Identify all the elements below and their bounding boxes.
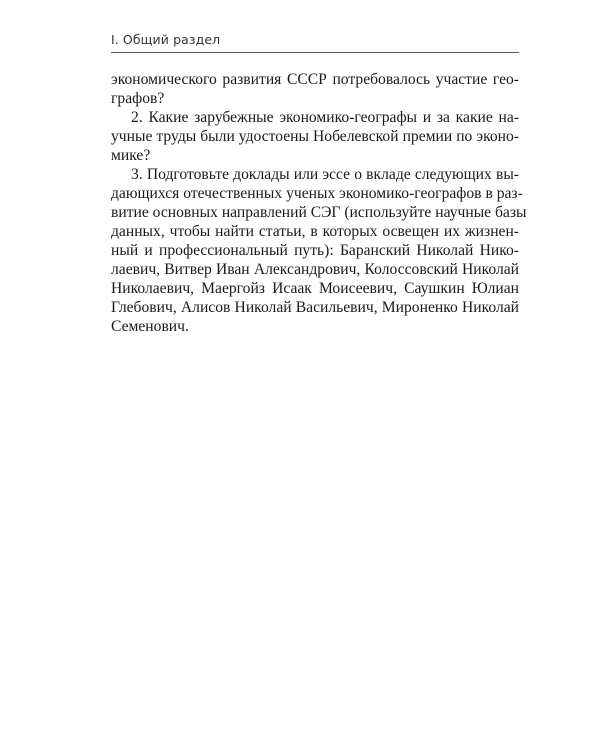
text-line: Николаевич, Маергойз Исаак Моисеевич, Саушкин Юлиан [111,280,519,297]
paragraph-continuation [111,70,519,108]
text-line: учные труды были удостоены Нобелевской премии по эконо- [111,128,519,145]
text-line: 2. Какие зарубежные экономико-географы и за какие на- [131,109,519,126]
text-line: дающихся отечественных ученых экономико-географов в раз- [111,185,523,202]
text-line: Семенович. [111,318,189,335]
paragraph-question-3 [111,165,527,336]
text-line: данных, чтобы найти статьи, в которых освещен их жизнен- [111,223,519,240]
header-rule [111,52,519,53]
text-line: мике? [111,147,151,164]
text-line: экономического развития СССР потребовалось участие гео- [111,71,519,88]
text-line: лаевич, Витвер Иван Александрович, Колоссовский Николай [111,261,519,278]
text-line: 3. Подготовьте доклады или эссе о вкладе следующих вы- [131,166,519,183]
text-line: ный и профессиональный путь): Баранский Николай Нико- [111,242,519,259]
text-line: витие основных направлений СЭГ (используйте научные базы [111,204,527,221]
text-line: Глебович, Алисов Николай Васильевич, Мироненко Николай [111,299,519,316]
paragraph-question-2 [111,108,519,165]
running-head: I. Общий раздел [111,32,221,47]
text-line: графов? [111,90,165,107]
page-body [111,70,527,336]
